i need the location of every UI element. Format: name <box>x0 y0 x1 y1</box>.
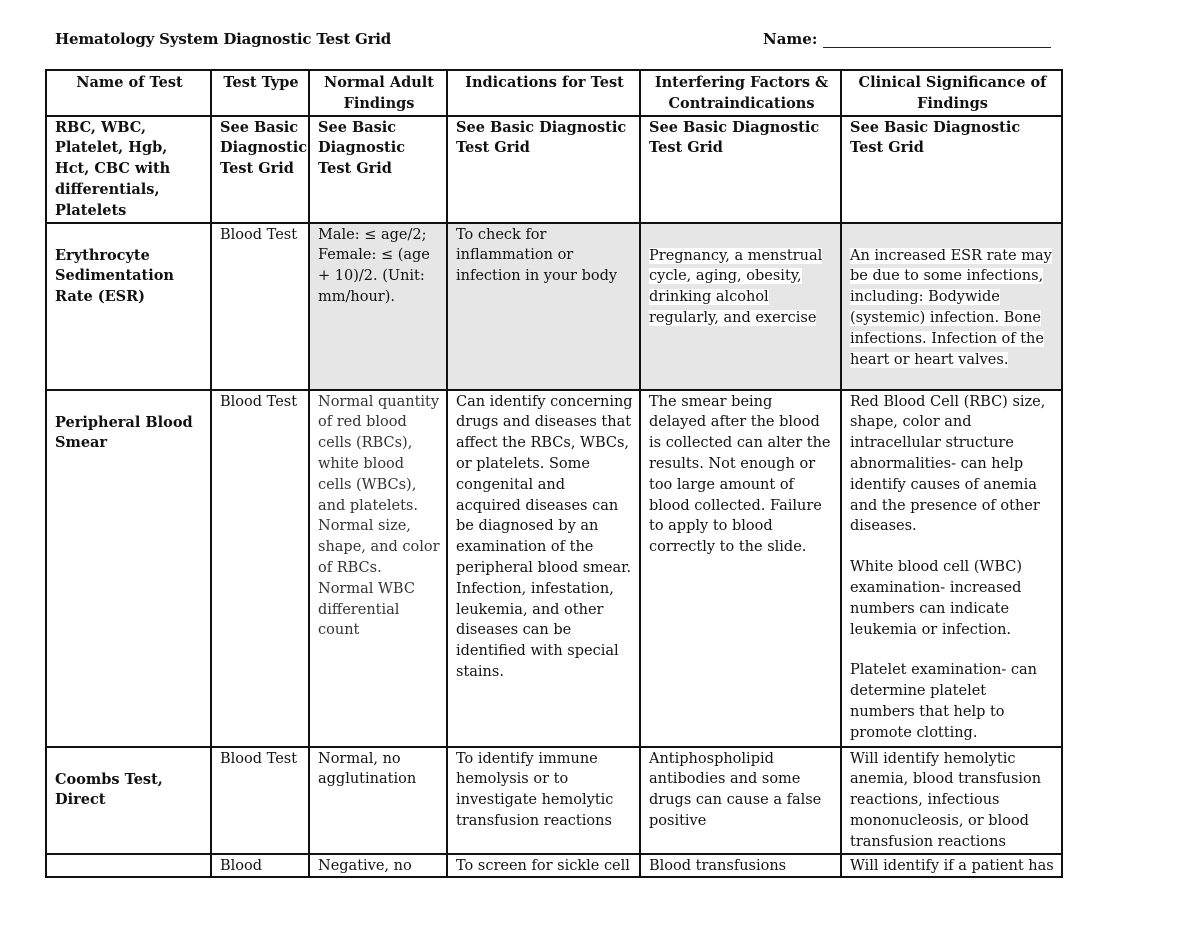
column-header: Interfering Factors & Contraindications <box>640 70 841 116</box>
test-type-cell: Blood Test <box>211 390 309 747</box>
significance-wbc-text: White blood cell (WBC) examination- increased numbers can indicate leukemia or infection. <box>850 559 1022 638</box>
test-type-cell: Blood <box>211 854 309 878</box>
interfering-factors-cell: Antiphospholipid antibodies and some drugs can cause a false positive <box>640 747 841 854</box>
name-field <box>763 30 1051 48</box>
table-row <box>46 116 1062 223</box>
normal-findings-cell: See Basic Diagnostic Test Grid <box>309 116 447 223</box>
significance-text: An increased ESR rate may be due to some infections, including: Bodywide (systemic) infection. Bone infections. Infection of the heart or heart valves. <box>850 247 1052 368</box>
column-header: Test Type <box>211 70 309 116</box>
indications-cell: To check for inflammation or infection in your body <box>447 223 640 390</box>
interfering-text: Pregnancy, a menstrual cycle, aging, obesity, drinking alcohol regularly, and exercise <box>649 247 823 326</box>
interfering-factors-cell: Blood transfusions <box>640 854 841 878</box>
column-header: Clinical Significance of Findings <box>841 70 1062 116</box>
indications-cell: To screen for sickle cell <box>447 854 640 878</box>
significance-rbc-text: Red Blood Cell (RBC) size, shape, color and intracellular structure abnormalities- can help identify causes of anemia and the presence of other diseases. <box>850 393 1046 535</box>
normal-findings-cell: Normal, no agglutination <box>309 747 447 854</box>
indications-cell: See Basic Diagnostic Test Grid <box>447 116 640 223</box>
test-name-cell <box>46 854 211 878</box>
test-name-cell: Peripheral Blood Smear <box>46 390 211 747</box>
diagnostic-test-grid <box>45 69 1063 878</box>
normal-findings-cell: Male: ≤ age/2; Female: ≤ (age + 10)/2. (Unit: mm/hour). <box>309 223 447 390</box>
significance-text: Will identify if a patient has <box>850 857 1054 874</box>
clinical-significance-cell <box>841 747 1062 854</box>
test-name-cell: Erythrocyte Sedimentation Rate (ESR) <box>46 223 211 390</box>
document-title: Hematology System Diagnostic Test Grid <box>55 30 392 48</box>
column-header: Normal Adult Findings <box>309 70 447 116</box>
column-header: Name of Test <box>46 70 211 116</box>
test-type-cell: See Basic Diagnostic Test Grid <box>211 116 309 223</box>
test-type-cell: Blood Test <box>211 223 309 390</box>
interfering-factors-cell: See Basic Diagnostic Test Grid <box>640 116 841 223</box>
table-row <box>46 854 1062 878</box>
test-name-cell: Coombs Test, Direct <box>46 747 211 854</box>
clinical-significance-cell <box>841 854 1062 878</box>
significance-text: See Basic Diagnostic Test Grid <box>850 118 1021 157</box>
table-row <box>46 390 1062 747</box>
name-blank-line[interactable] <box>823 31 1051 48</box>
indications-cell: To identify immune hemolysis or to investigate hemolytic transfusion reactions <box>447 747 640 854</box>
interfering-factors-cell: The smear being delayed after the blood is collected can alter the results. Not enough or too large amount of blood collected. Failure to apply to blood correctly to the slide. <box>640 390 841 747</box>
significance-text: Will identify hemolytic anemia, blood transfusion reactions, infectious mononucleosis, or blood transfusion reactions <box>850 750 1042 850</box>
test-type-cell: Blood Test <box>211 747 309 854</box>
normal-findings-cell: Normal quantity of red blood cells (RBCs), white blood cells (WBCs), and platelets. Normal size, shape, and color of RBCs. Normal WBC differential count <box>309 390 447 747</box>
clinical-significance-cell <box>841 390 1062 747</box>
interfering-factors-cell <box>640 223 841 390</box>
header-row <box>46 70 1062 116</box>
name-label: Name: <box>763 30 818 48</box>
table-row <box>46 223 1062 390</box>
indications-cell: Can identify concerning drugs and diseases that affect the RBCs, WBCs, or platelets. Some congenital and acquired diseases can be diagnosed by an examination of the peripheral blood smear. Infection, infestation, leukemia, and other diseases can be identified with special stains. <box>447 390 640 747</box>
clinical-significance-cell <box>841 223 1062 390</box>
column-header: Indications for Test <box>447 70 640 116</box>
clinical-significance-cell <box>841 116 1062 223</box>
table-row <box>46 747 1062 854</box>
significance-platelet-text: Platelet examination- can determine platelet numbers that help to promote clotting. <box>850 662 1038 741</box>
test-name-cell: RBC, WBC, Platelet, Hgb, Hct, CBC with differentials, Platelets <box>46 116 211 223</box>
normal-findings-cell: Negative, no <box>309 854 447 878</box>
